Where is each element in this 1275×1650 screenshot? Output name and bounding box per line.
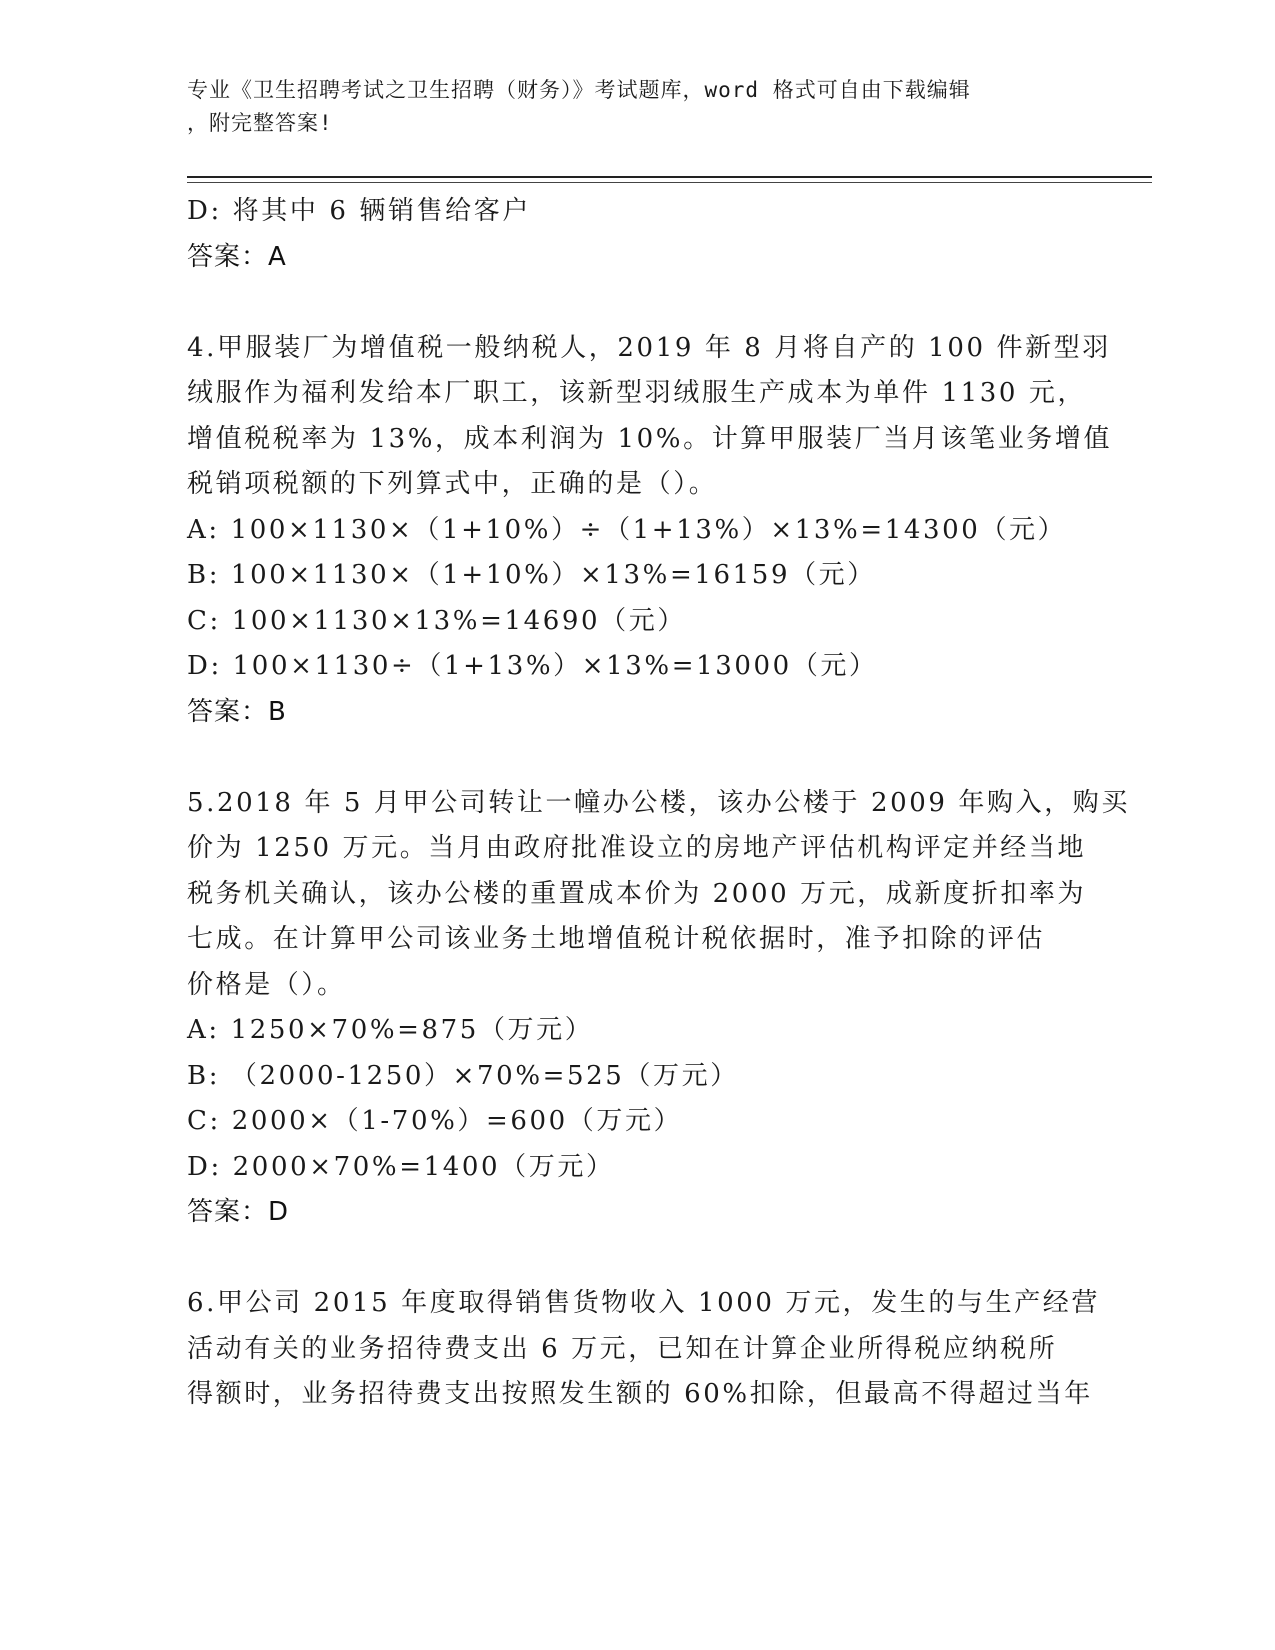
question-stem-line: 七成。在计算甲公司该业务土地增值税计税依据时，准予扣除的评估 xyxy=(187,924,1046,954)
spacer xyxy=(187,1236,1087,1282)
question-stem-line: 4.甲服装厂为增值税一般纳税人，2019 年 8 月将自产的 100 件新型羽 xyxy=(187,332,1111,363)
question-stem-line: 得额时，业务招待费支出按照发生额的 60%扣除，但最高不得超过当年 xyxy=(187,1379,1093,1409)
spacer xyxy=(187,735,1087,781)
question-5 xyxy=(187,781,1131,1236)
question-4 xyxy=(187,326,1113,736)
question-stem-line: 税务机关确认，该办公楼的重置成本价为 2000 万元，成新度折扣率为 xyxy=(187,878,1087,909)
answer-line: 答案：B xyxy=(187,696,287,727)
option-d: D: 将其中 6 辆销售给客户 xyxy=(187,196,531,226)
option-d: D: 2000×70%=1400（万元） xyxy=(187,1151,615,1182)
spacer xyxy=(187,280,1087,326)
header-divider-thin xyxy=(187,182,1152,183)
question-6 xyxy=(187,1281,1101,1418)
question-stem-line: 绒服作为福利发给本厂职工，该新型羽绒服生产成本为单件 1130 元， xyxy=(187,378,1087,408)
question-content xyxy=(187,189,1131,1418)
option-c: C: 100×1130×13%=14690（元） xyxy=(187,605,686,636)
question-stem-line: 税销项税额的下列算式中，正确的是（）。 xyxy=(187,469,718,499)
option-a: A: 100×1130×（1+10%）÷（1+13%）×13%=14300（元） xyxy=(187,514,1067,545)
option-d: D: 100×1130÷（1+13%）×13%=13000（元） xyxy=(187,651,878,681)
header-title-line-2: ，附完整答案! xyxy=(187,111,333,135)
question-stem-line: 价为 1250 万元。当月由政府批准设立的房地产评估机构评定并经当地 xyxy=(187,833,1087,863)
option-b: B: （2000-1250）×70%=525（万元） xyxy=(187,1060,739,1091)
page-header xyxy=(187,74,1067,140)
question-stem-line: 5.2018 年 5 月甲公司转让一幢办公楼，该办公楼于 2009 年购入，购买 xyxy=(187,787,1131,818)
question-stem-line: 增值税税率为 13%，成本利润为 10%。计算甲服装厂当月该笔业务增值 xyxy=(187,423,1113,454)
header-title-line-1: 专业《卫生招聘考试之卫生招聘（财务）》考试题库，word 格式可自由下载编辑 xyxy=(187,78,971,102)
option-a: A: 1250×70%=875（万元） xyxy=(187,1015,594,1045)
answer-line: 答案：D xyxy=(187,1197,290,1227)
question-stem-line: 活动有关的业务招待费支出 6 万元，已知在计算企业所得税应纳税所 xyxy=(187,1333,1058,1364)
answer-line: 答案：A xyxy=(187,241,287,272)
question-stem-line: 6.甲公司 2015 年度取得销售货物收入 1000 万元，发生的与生产经营 xyxy=(187,1288,1101,1318)
question-stem-line: 价格是（）。 xyxy=(187,969,346,1000)
option-c: C: 2000×（1-70%）=600（万元） xyxy=(187,1106,683,1136)
header-divider-thick xyxy=(187,176,1152,178)
option-b: B: 100×1130×（1+10%）×13%=16159（元） xyxy=(187,560,876,590)
